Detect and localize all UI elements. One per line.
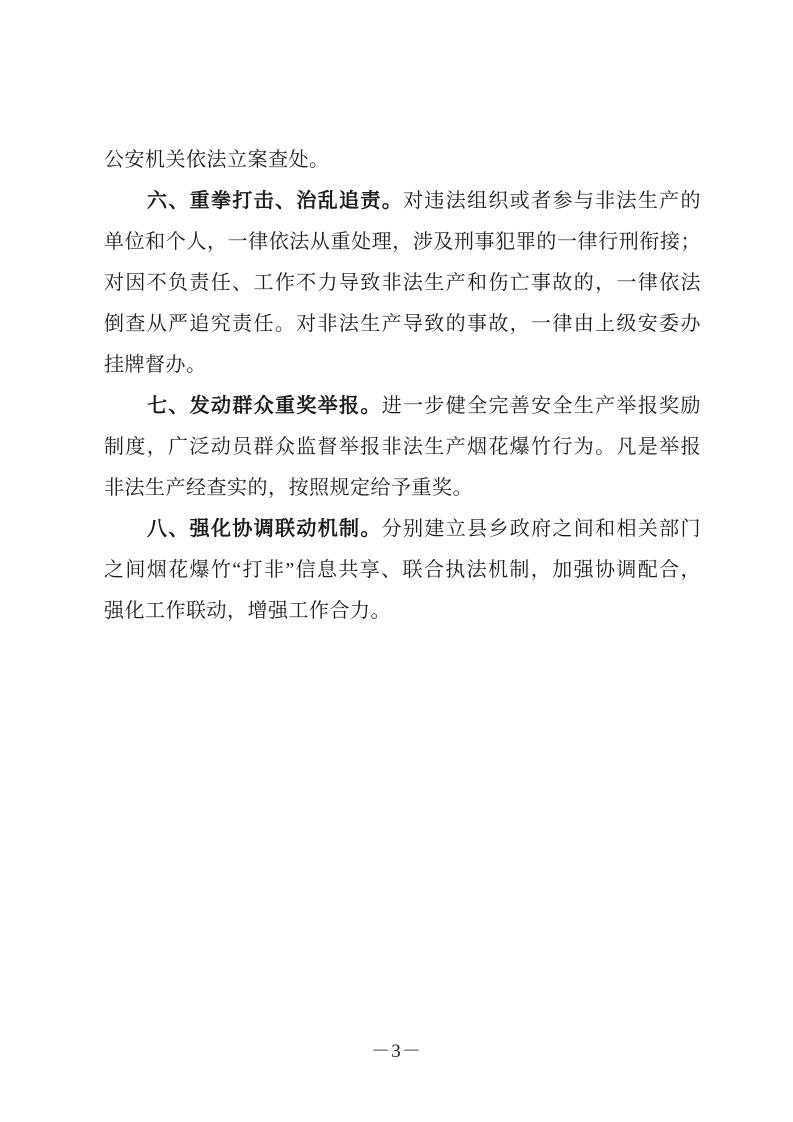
page-number: －3－ (371, 1041, 422, 1062)
text-line (104, 386, 701, 427)
line-text: 制度，广泛动员群众监督举报非法生产烟花爆竹行为。凡是举报 (104, 436, 701, 458)
line-text: 分别建立县乡政府之间和相关部门 (381, 518, 702, 540)
document-content (104, 140, 701, 632)
text-line (104, 222, 701, 263)
line-text: 对因不负责任、工作不力导致非法生产和伤亡事故的，一律依法 (104, 272, 701, 294)
text-line (104, 263, 701, 304)
text-line (104, 181, 701, 222)
text-line (104, 509, 701, 550)
text-line (104, 140, 701, 181)
text-line (104, 468, 701, 509)
text-line (104, 591, 701, 632)
section-heading-8: 八、强化协调联动机制。 (147, 518, 382, 540)
text-line (104, 345, 701, 386)
line-text: 非法生产经查实的，按照规定给予重奖。 (104, 477, 473, 499)
line-text: 公安机关依法立案查处。 (104, 149, 330, 171)
line-text: 之间烟花爆竹“打非”信息共享、联合执法机制，加强协调配合， (104, 559, 701, 581)
line-text: 挂牌督办。 (104, 354, 207, 376)
section-heading-6: 六、重拳打击、治乱追责。 (147, 190, 404, 212)
line-text: 对违法组织或者参与非法生产的 (403, 190, 702, 212)
line-text: 单位和个人，一律依法从重处理，涉及刑事犯罪的一律行刑衔接； (104, 231, 701, 253)
line-text: 倒查从严追究责任。对非法生产导致的事故，一律由上级安委办 (104, 313, 701, 335)
line-text: 强化工作联动，增强工作合力。 (104, 600, 391, 622)
text-line (104, 427, 701, 468)
text-line (104, 304, 701, 345)
section-heading-7: 七、发动群众重奖举报。 (147, 395, 382, 417)
line-text: 进一步健全完善安全生产举报奖励 (381, 395, 702, 417)
text-line (104, 550, 701, 591)
